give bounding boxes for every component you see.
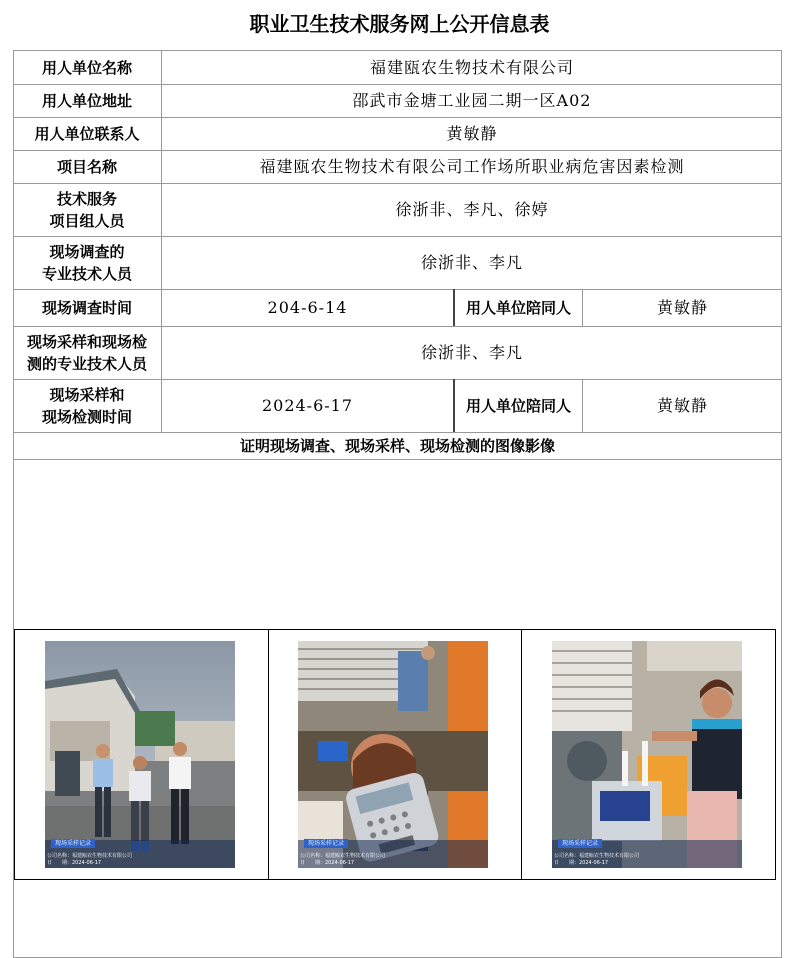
photo-tag: 现场采样记录 <box>304 839 348 848</box>
sampling-staff-value: 徐浙非、李凡 <box>420 343 523 362</box>
row-divider <box>13 459 782 460</box>
photo-noise-measurement-image <box>298 641 488 868</box>
service-team-label-line2: 项目组人员 <box>49 212 125 230</box>
survey-staff-value: 徐浙非、李凡 <box>420 253 523 272</box>
survey-staff-label <box>13 237 161 289</box>
survey-staff-label-line2: 专业技术人员 <box>41 265 132 283</box>
photo-divider <box>521 630 522 879</box>
survey-companion-label: 用人单位陪同人 <box>465 299 571 317</box>
survey-time-label: 现场调查时间 <box>41 299 132 317</box>
unit-address-value: 邵武市金塘工业园二期一区A02 <box>352 91 592 110</box>
photo-company: 公司名称：福建瓯农生物技术有限公司 <box>554 853 640 859</box>
photo-company: 公司名称：福建瓯农生物技术有限公司 <box>300 853 386 859</box>
unit-address-label: 用人单位地址 <box>41 92 132 110</box>
unit-contact-label: 用人单位联系人 <box>34 125 140 143</box>
images-section-heading: 证明现场调查、现场采样、现场检测的图像影像 <box>239 437 555 455</box>
sampling-staff-label <box>13 327 161 379</box>
sampling-staff-label-line1: 现场采样和现场检 <box>26 333 147 351</box>
page-title: 职业卫生技术服务网上公开信息表 <box>249 12 550 36</box>
photo-noise-measurement <box>298 641 488 868</box>
sampling-companion-label: 用人单位陪同人 <box>465 397 571 415</box>
photo-strip <box>14 629 776 880</box>
photo-company: 公司名称：福建瓯农生物技术有限公司 <box>47 853 133 859</box>
unit-name-value: 福建瓯农生物技术有限公司 <box>369 57 574 77</box>
photo-site-survey <box>45 641 235 868</box>
photo-date: 日 期：2024-06-17 <box>47 860 102 866</box>
sampling-companion-value: 黄敏静 <box>656 396 708 415</box>
photo-tag: 现场采样记录 <box>558 839 602 848</box>
sampling-time-label-line1: 现场采样和 <box>49 386 125 404</box>
photo-tag: 现场采样记录 <box>51 839 95 848</box>
service-team-label-line1: 技术服务 <box>56 190 117 208</box>
unit-contact-value: 黄敏静 <box>446 124 498 143</box>
photo-site-survey-image <box>45 641 235 868</box>
sampling-time-label-line2: 现场检测时间 <box>41 408 132 426</box>
sampling-time-label <box>13 380 161 432</box>
photo-air-sampling-image <box>552 641 742 868</box>
service-team-value: 徐浙非、李凡、徐婷 <box>395 200 549 219</box>
photo-divider <box>268 630 269 879</box>
unit-name-label: 用人单位名称 <box>41 58 132 77</box>
sampling-staff-label-line2: 测的专业技术人员 <box>26 355 147 373</box>
project-name-label: 项目名称 <box>56 158 117 176</box>
photo-air-sampling <box>552 641 742 868</box>
service-team-label <box>13 184 161 236</box>
photo-date: 日 期：2024-06-17 <box>554 860 609 866</box>
survey-staff-label-line1: 现场调查的 <box>49 243 125 261</box>
photo-date: 日 期：2024-06-17 <box>300 860 355 866</box>
survey-companion-value: 黄敏静 <box>656 298 708 317</box>
survey-time-value: 204-6-14 <box>267 298 348 317</box>
project-name-value: 福建瓯农生物技术有限公司工作场所职业病危害因素检测 <box>259 157 685 176</box>
sampling-time-value: 2024-6-17 <box>261 396 354 415</box>
